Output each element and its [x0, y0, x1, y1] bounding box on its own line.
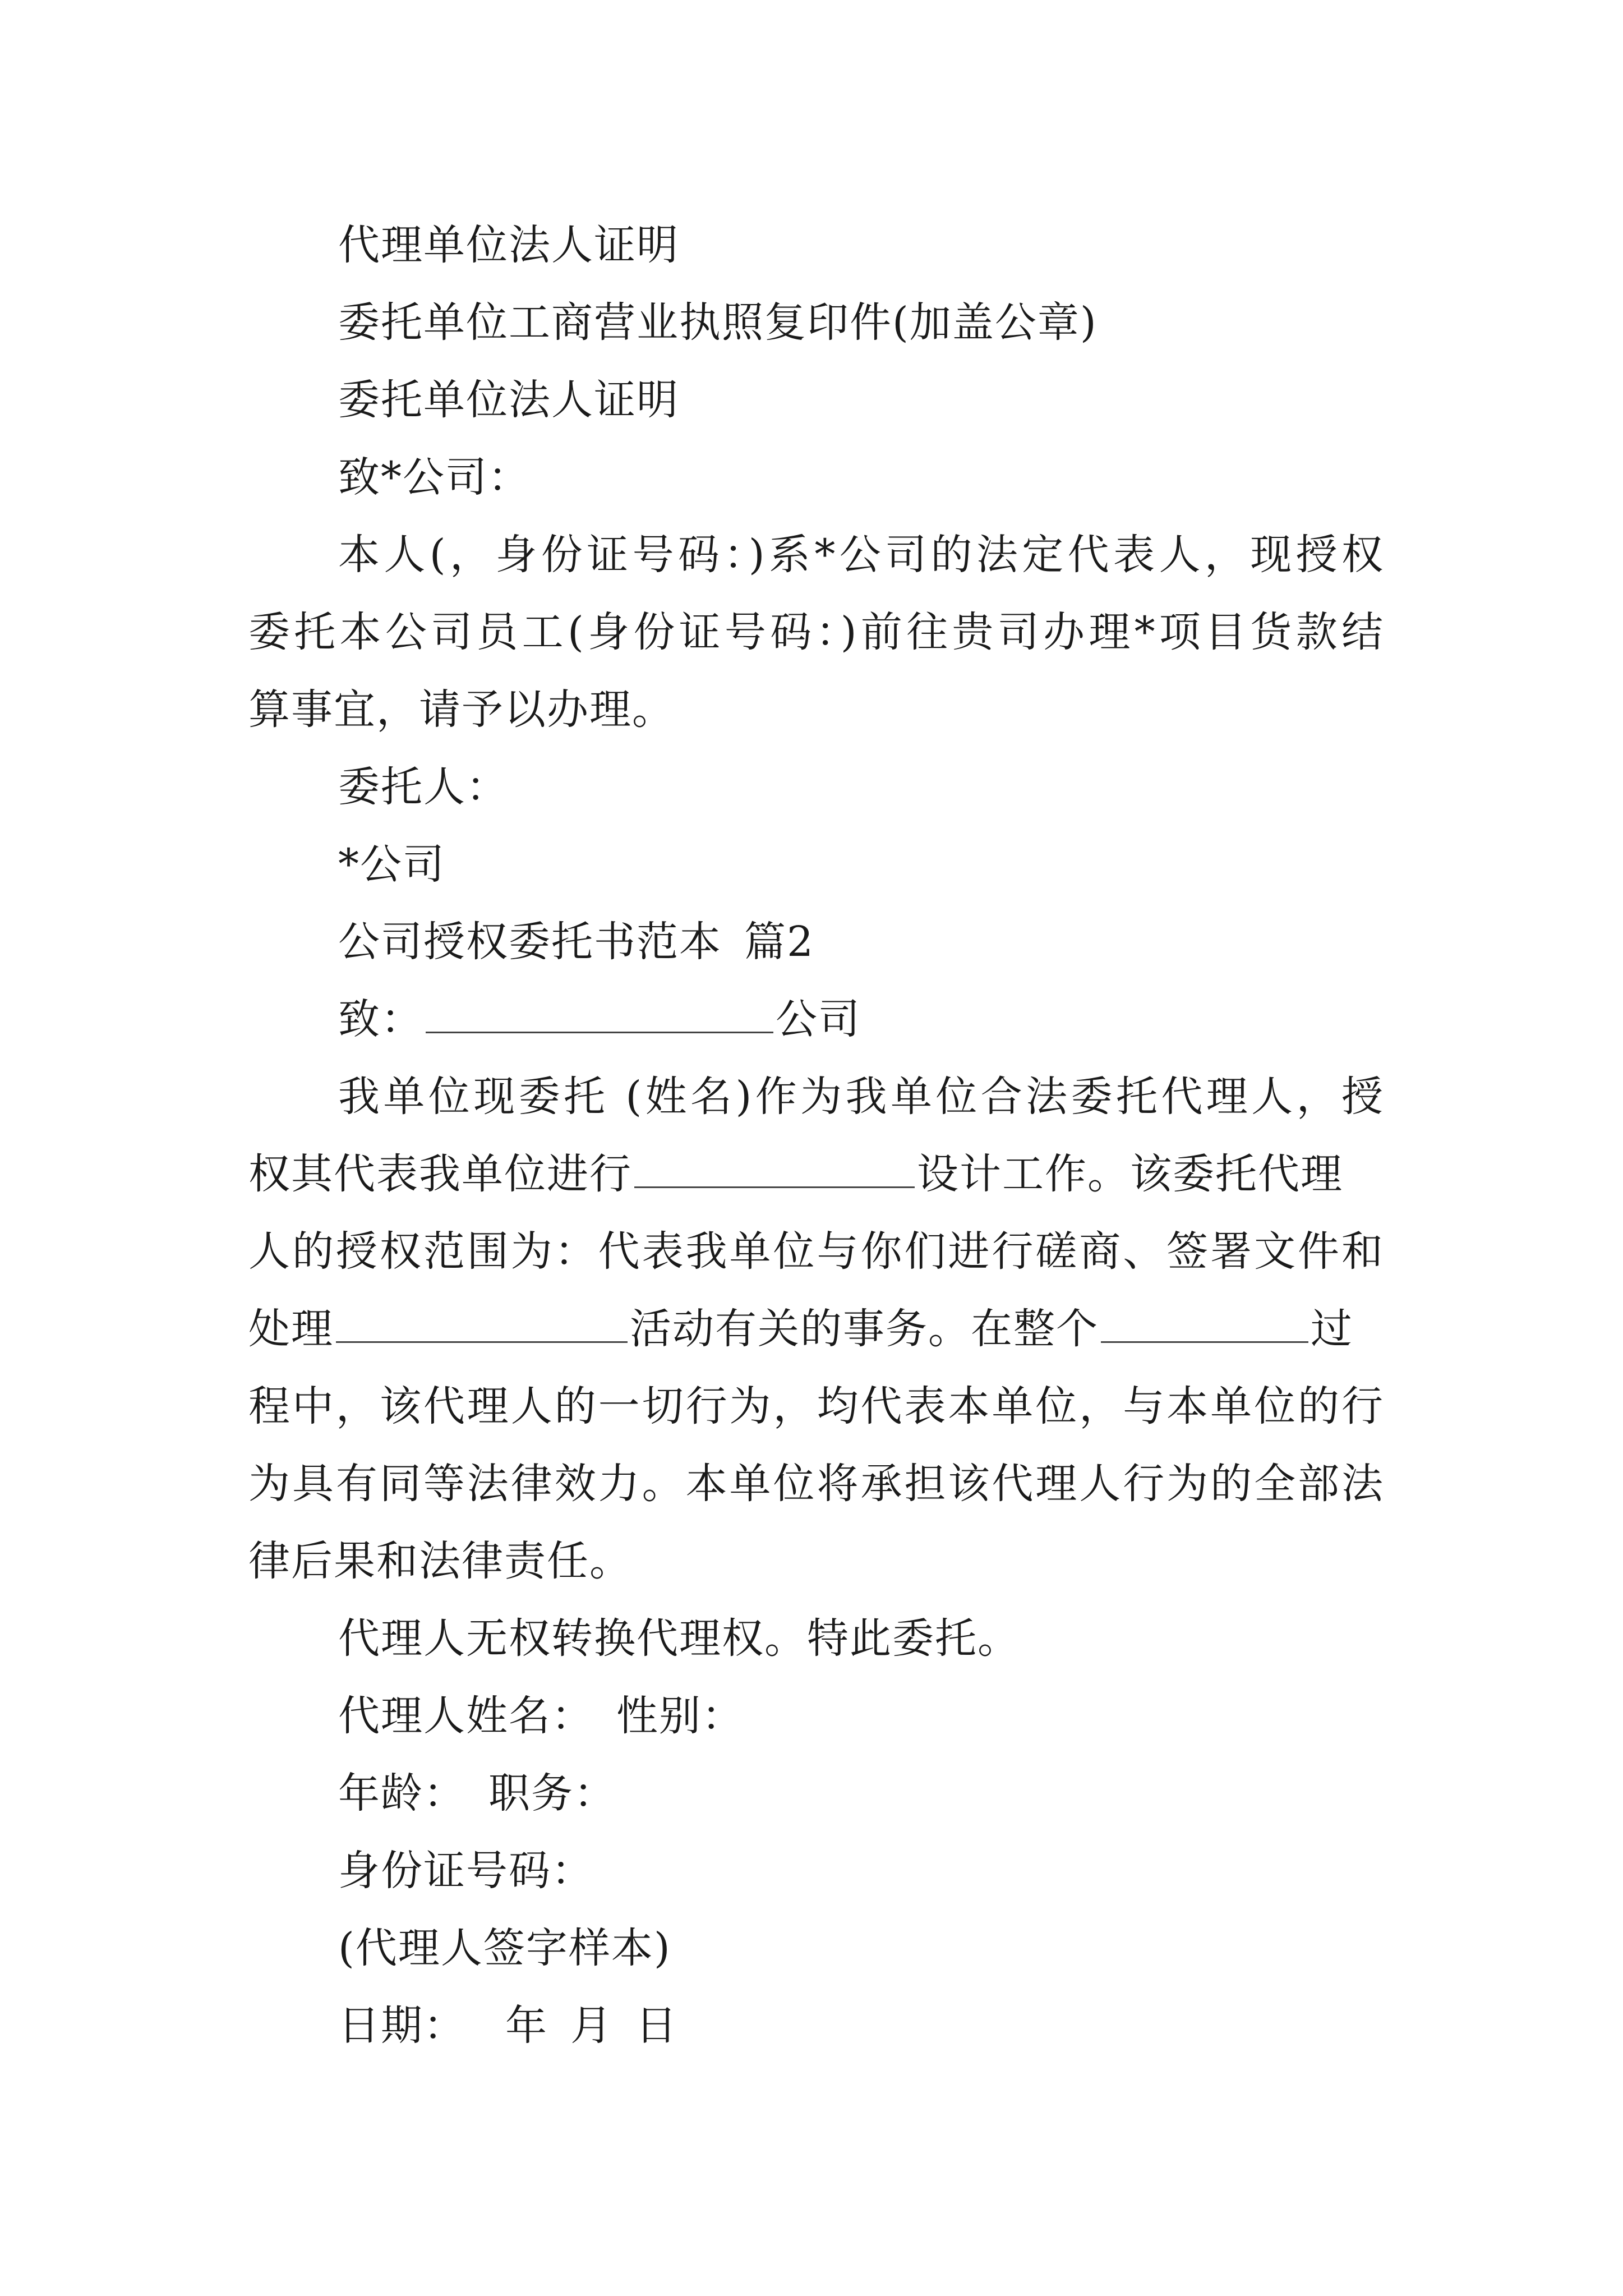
text-line: 委托单位法人证明	[338, 376, 679, 424]
form-line	[248, 1677, 1384, 1755]
blank-field	[1101, 1306, 1308, 1343]
text-span: 设计工作。该委托代理	[917, 1150, 1343, 1198]
signature-label: (代理人签字样本)	[338, 1924, 671, 1972]
paragraph-line: 为具有同等法律效力。本单位将承担该代理人行为的全部法	[248, 1460, 1384, 1508]
paragraph-line: 人的授权范围为：代表我单位与你们进行磋商、签署文件和	[248, 1227, 1384, 1276]
section-title: 公司授权委托书范本	[338, 918, 722, 966]
text-line: 委托单位工商营业执照复印件(加盖公章)	[338, 298, 1098, 347]
text-line: *公司	[338, 840, 445, 889]
paragraph-line: 算事宜，请予以办理。	[248, 685, 675, 734]
agent-name-label: 代理人姓名：	[338, 1692, 594, 1740]
day-label: 日	[635, 2001, 678, 2050]
blank-field	[634, 1152, 915, 1188]
form-line	[248, 1755, 1384, 1832]
document-body	[248, 206, 1384, 2064]
paragraph-line: 程中，该代理人的一切行为，均代表本单位，与本单位的行	[248, 1382, 1384, 1430]
paragraph-line: 律后果和法律责任。	[248, 1537, 632, 1585]
paragraph-line	[248, 1135, 1384, 1213]
paragraph-line: 我单位现委托 (姓名)作为我单位合法委托代理人，授	[338, 1073, 1384, 1121]
text-span: 过	[1311, 1305, 1353, 1353]
text-span: 权其代表我单位进行	[248, 1150, 632, 1198]
age-label: 年龄：	[338, 1769, 466, 1818]
blank-field	[336, 1306, 628, 1343]
text-line: 委托人：	[338, 763, 509, 811]
month-label: 月	[570, 2001, 613, 2050]
to-prefix: 致：	[338, 995, 423, 1043]
text-span: 处理	[248, 1305, 334, 1353]
year-label: 年	[505, 2001, 548, 2050]
paragraph-line: 委托本公司员工(身份证号码：)前往贵司办理*项目货款结	[248, 608, 1384, 656]
text-line: 代理单位法人证明	[338, 221, 679, 269]
section-number: 篇2	[744, 918, 815, 966]
text-line: 代理人无权转换代理权。特此委托。	[338, 1614, 1020, 1663]
paragraph-line	[248, 1290, 1384, 1368]
to-suffix: 公司	[776, 995, 861, 1043]
form-line: 身份证号码：	[338, 1847, 594, 1895]
text-span: 活动有关的事务。在整个	[630, 1305, 1099, 1353]
date-label: 日期：	[338, 2001, 466, 2050]
paragraph-line: 本人(，身份证号码：)系*公司的法定代表人，现授权	[338, 531, 1384, 579]
blank-field	[426, 997, 773, 1033]
position-label: 职务：	[488, 1769, 616, 1818]
gender-label: 性别：	[616, 1692, 744, 1740]
date-line	[248, 1987, 1384, 2064]
addressee-line: 致*公司：	[338, 453, 531, 501]
section-heading	[248, 903, 1384, 981]
addressee-line	[248, 981, 1384, 1058]
